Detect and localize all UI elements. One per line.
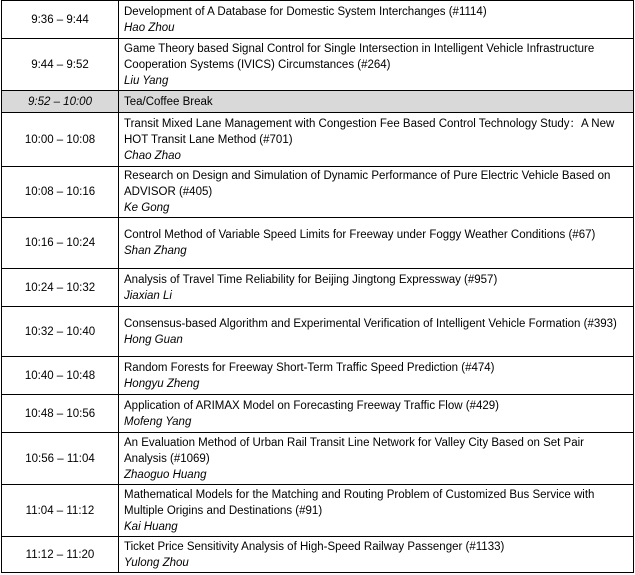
time-cell: 10:48 – 10:56 bbox=[2, 395, 119, 433]
time-cell: 10:00 – 10:08 bbox=[2, 113, 119, 167]
time-cell: 10:16 – 10:24 bbox=[2, 218, 119, 269]
paper-author: Hao Zhou bbox=[124, 21, 175, 34]
time-cell: 9:44 – 9:52 bbox=[2, 39, 119, 91]
paper-author: Kai Huang bbox=[124, 520, 178, 533]
session-cell bbox=[119, 433, 634, 485]
paper-author: Yulong Zhou bbox=[124, 556, 189, 569]
session-cell bbox=[119, 39, 634, 91]
table-row bbox=[2, 433, 634, 485]
session-cell bbox=[119, 167, 634, 218]
break-cell bbox=[119, 91, 634, 113]
paper-author: Liu Yang bbox=[124, 74, 169, 87]
paper-author: Jiaxian Li bbox=[124, 289, 172, 302]
session-cell bbox=[119, 1, 634, 39]
paper-title: Development of A Database for Domestic System Interchanges (#1114) bbox=[124, 5, 487, 18]
paper-title: Transit Mixed Lane Management with Congestion Fee Based Control Technology Study：A New HOT Transit Lane Method (#701) bbox=[124, 117, 615, 146]
time-cell: 11:12 – 11:20 bbox=[2, 537, 119, 573]
paper-title: Consensus-based Algorithm and Experimental Verification of Intelligent Vehicle Formation (#393) bbox=[124, 317, 617, 330]
session-cell bbox=[119, 537, 634, 573]
time-cell: 11:04 – 11:12 bbox=[2, 485, 119, 537]
time-cell: 9:52 – 10:00 bbox=[2, 91, 119, 113]
paper-title: Analysis of Travel Time Reliability for Beijing Jingtong Expressway (#957) bbox=[124, 273, 498, 286]
table-row bbox=[2, 269, 634, 307]
session-cell bbox=[119, 307, 634, 357]
time-cell: 10:56 – 11:04 bbox=[2, 433, 119, 485]
table-row bbox=[2, 167, 634, 218]
session-cell bbox=[119, 395, 634, 433]
table-row bbox=[2, 537, 634, 573]
time-cell: 10:24 – 10:32 bbox=[2, 269, 119, 307]
time-cell: 9:36 – 9:44 bbox=[2, 1, 119, 39]
table-row bbox=[2, 218, 634, 269]
table-row bbox=[2, 1, 634, 39]
session-cell bbox=[119, 218, 634, 269]
paper-author: Mofeng Yang bbox=[124, 415, 192, 428]
session-cell bbox=[119, 485, 634, 537]
paper-title: Ticket Price Sensitivity Analysis of High-Speed Railway Passenger (#1133) bbox=[124, 540, 505, 553]
paper-author: Chao Zhao bbox=[124, 149, 181, 162]
time-cell: 10:32 – 10:40 bbox=[2, 307, 119, 357]
paper-title: Mathematical Models for the Matching and Routing Problem of Customized Bus Service with Multiple Origins and Destinations (#91) bbox=[124, 488, 595, 517]
paper-author: Ke Gong bbox=[124, 202, 170, 214]
table-row bbox=[2, 485, 634, 537]
paper-author: Shan Zhang bbox=[124, 245, 187, 257]
paper-title: Application of ARIMAX Model on Forecasting Freeway Traffic Flow (#429) bbox=[124, 399, 499, 412]
session-cell bbox=[119, 113, 634, 167]
session-cell bbox=[119, 269, 634, 307]
paper-author: Hong Guan bbox=[124, 333, 183, 346]
paper-title: Control Method of Variable Speed Limits for Freeway under Foggy Weather Conditions (#67) bbox=[124, 229, 596, 241]
paper-title: Random Forests for Freeway Short-Term Traffic Speed Prediction (#474) bbox=[124, 361, 495, 374]
session-cell bbox=[119, 357, 634, 395]
time-cell: 10:40 – 10:48 bbox=[2, 357, 119, 395]
table-row bbox=[2, 39, 634, 91]
break-label: Tea/Coffee Break bbox=[124, 95, 213, 108]
paper-author: Zhaoguo Huang bbox=[124, 468, 207, 481]
paper-title: Research on Design and Simulation of Dynamic Performance of Pure Electric Vehicle Based on ADVISOR (#405) bbox=[124, 170, 611, 198]
table-row bbox=[2, 113, 634, 167]
paper-title: An Evaluation Method of Urban Rail Transit Line Network for Valley City Based on Set Pair Analysis (#1069) bbox=[124, 436, 585, 465]
paper-author: Hongyu Zheng bbox=[124, 377, 200, 390]
schedule-table bbox=[1, 0, 634, 573]
table-row bbox=[2, 395, 634, 433]
paper-title: Game Theory based Signal Control for Single Intersection in Intelligent Vehicle Infrastructure Cooperation Systems (IVICS) Circumstances (#264) bbox=[124, 42, 595, 71]
table-row bbox=[2, 357, 634, 395]
table-row bbox=[2, 307, 634, 357]
time-cell: 10:08 – 10:16 bbox=[2, 167, 119, 218]
break-row bbox=[2, 91, 634, 113]
